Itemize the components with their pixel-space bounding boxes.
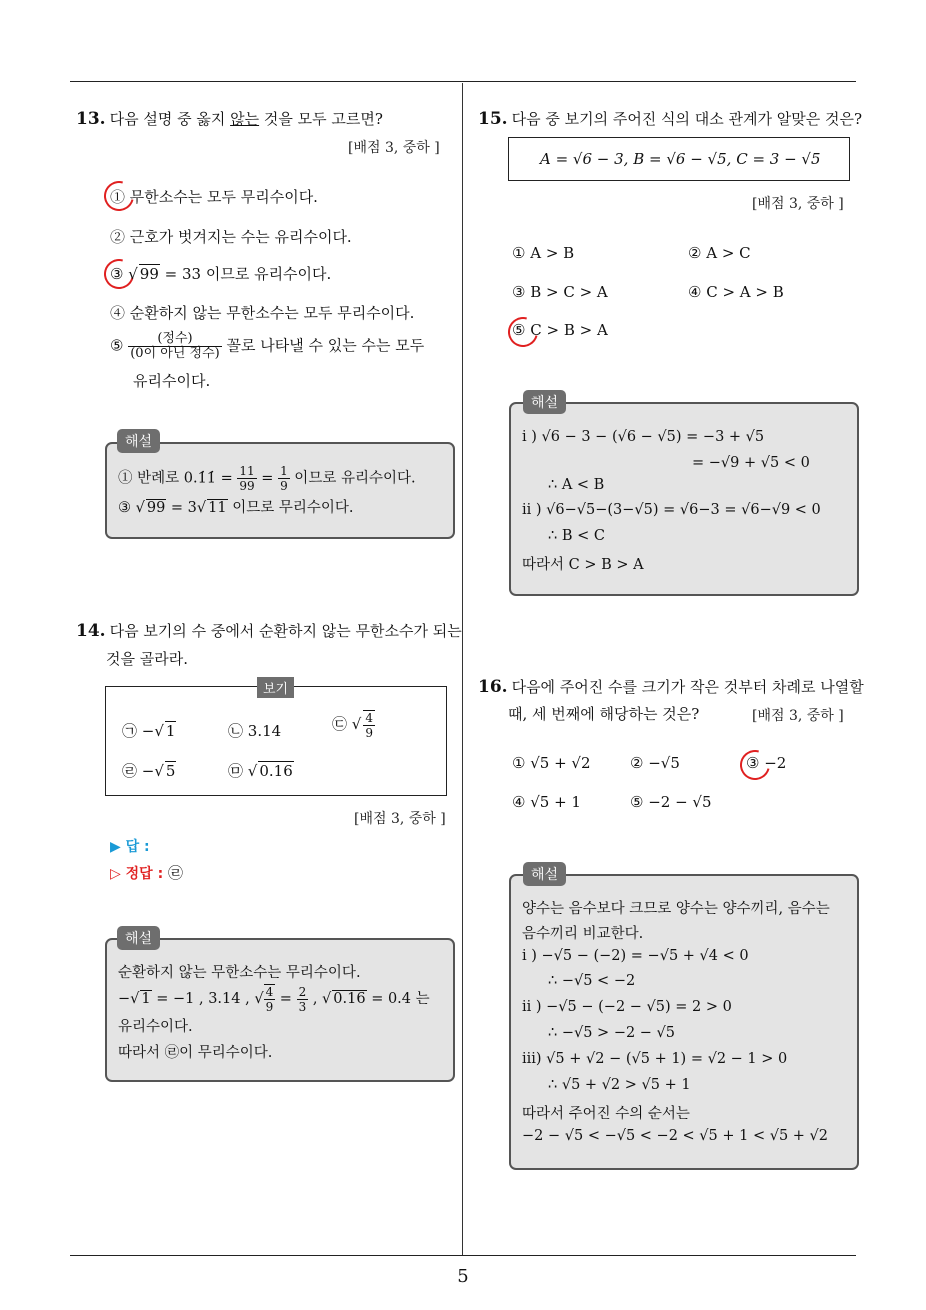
q15-option-4: ④ C > A > B [688, 283, 784, 301]
top-rule [70, 81, 856, 82]
q13-meta: [배점 3, 중하 ] [348, 140, 440, 156]
q16-solution-line-9: 따라서 주어진 수의 순서는 [522, 1106, 690, 1122]
q13-solution-tag: 해설 [117, 429, 160, 453]
q13-option-2: ② 근호가 벗겨지는 수는 유리수이다. [110, 228, 352, 246]
q15-solution-line-5: ∴ B < C [548, 528, 605, 544]
q15-solution-line-1: i ) √6 − 3 − (√6 − √5) = −3 + √5 [522, 429, 765, 445]
q16-option-2: ② −√5 [630, 754, 680, 772]
q14-prompt-line2: 것을 골라라. [106, 650, 188, 668]
q16-option-3: ③ −2 [746, 754, 787, 772]
q14-choice-4: ㉣ −√ 5 [122, 762, 176, 780]
q14-meta: [배점 3, 중하 ] [354, 811, 446, 827]
q16-meta: [배점 3, 중하 ] [752, 708, 844, 724]
q16-prompt: 16. 다음에 주어진 수를 크기가 작은 것부터 차례로 나열할 [478, 677, 864, 697]
q16-prompt-line2: 때, 세 번째에 해당하는 것은? [508, 705, 700, 723]
q16-solution-tag: 해설 [523, 862, 566, 886]
q15-solution-tag: 해설 [523, 390, 566, 414]
q16-solution-line-6: ∴ −√5 > −2 − √5 [548, 1025, 676, 1041]
page-number: 5 [457, 1266, 469, 1287]
q16-solution-line-7: iii) √5 + √2 − (√5 + 1) = √2 − 1 > 0 [522, 1051, 788, 1067]
q15-option-3: ③ B > C > A [512, 283, 608, 301]
q16-solution-line-2: 음수끼리 비교한다. [522, 926, 644, 942]
q13-option-3: ③ √ 99 = 33 이므로 유리수이다. [110, 265, 332, 283]
q15-number: 15. [478, 109, 508, 129]
q16-solution-line-4: ∴ −√5 < −2 [548, 973, 636, 989]
q14-solution-line-3: 유리수이다. [118, 1019, 193, 1035]
q15-solution-line-3: ∴ A < B [548, 477, 605, 493]
q13-prompt: 13. 다음 설명 중 옳지 않는 것을 모두 고르면? [76, 109, 383, 129]
q16-solution-line-5: ii ) −√5 − (−2 − √5) = 2 > 0 [522, 999, 732, 1015]
q15-option-1: ① A > B [512, 244, 575, 262]
q15-option-2: ② A > C [688, 244, 751, 262]
q16-solution-line-8: ∴ √5 + √2 > √5 + 1 [548, 1077, 691, 1093]
q13-underline: 않는 [230, 110, 260, 128]
q13-solution-line-1: ① 반례로 0.1̇1̇ = $\frac{11}{99}$ = $\frac{1}{9}$ 이므로 유리수이다. [118, 464, 416, 493]
q14-solution-line-2: −√ 1 = −1 , 3.14 , √ $\frac{4}{9}$ = $\frac{2}{3}$ , √ 0.16 = 0.4 는 [118, 984, 430, 1014]
q15-expression: A = √6 − 3, B = √6 − √5, C = 3 − √5 [540, 150, 821, 168]
q16-option-1: ① √5 + √2 [512, 754, 591, 772]
q13-number: 13. [76, 109, 106, 129]
q14-solution-line-1: 순환하지 않는 무한소수는 무리수이다. [118, 965, 361, 981]
q14-choice-2: ㉡ 3.14 [228, 722, 282, 740]
column-divider [462, 83, 463, 1255]
q13-option-5: ⑤ $\frac{\text{(정수)}}{\text{(0이 아닌 정수)}}$ 꼴로 나타낼 수 있는 수는 모두 [110, 331, 425, 361]
q15-solution-line-4: ii ) √6−√5−(3−√5) = √6−3 = √6−√9 < 0 [522, 502, 821, 518]
q13-solution-line-2: ③ √ 99 = 3√ 11 이므로 무리수이다. [118, 500, 354, 516]
q14-choice-1: ㉠ −√ 1 [122, 722, 176, 740]
q15-option-5: ⑤ C > B > A [512, 321, 608, 339]
q15-solution-line-2: = −√9 + √5 < 0 [692, 455, 810, 471]
q15-prompt: 15. 다음 중 보기의 주어진 식의 대소 관계가 알맞은 것은? [478, 109, 863, 129]
q15-meta: [배점 3, 중하 ] [752, 196, 844, 212]
q16-solution-box [509, 874, 859, 1170]
q16-option-4: ④ √5 + 1 [512, 793, 581, 811]
q14-box-tag: 보기 [257, 677, 294, 698]
q13-option-5-line2: 유리수이다. [133, 372, 211, 390]
q16-solution-line-10: −2 − √5 < −√5 < −2 < √5 + 1 < √5 + √2 [522, 1128, 829, 1144]
q16-number: 16. [478, 677, 508, 697]
q16-option-5: ⑤ −2 − √5 [630, 793, 712, 811]
q14-solution-tag: 해설 [117, 926, 160, 950]
q14-prompt: 14. 다음 보기의 수 중에서 순환하지 않는 무한소수가 되는 [76, 621, 462, 641]
q14-number: 14. [76, 621, 106, 641]
q14-correct-answer: ▷ 정답 : ㉣ [110, 864, 183, 882]
bottom-rule [70, 1255, 856, 1256]
q14-answer-label: ▶ 답 : [110, 839, 150, 855]
q14-choice-5: ㉤ √ 0.16 [228, 762, 293, 780]
q14-choice-3: ㉢ √ $\frac{4}{9}$ [332, 711, 373, 740]
q15-solution-line-6: 따라서 C > B > A [522, 557, 644, 573]
q13-option-1: ① 무한소수는 모두 무리수이다. [110, 188, 318, 206]
q16-solution-line-3: i ) −√5 − (−2) = −√5 + √4 < 0 [522, 948, 749, 964]
q16-solution-line-1: 양수는 음수보다 크므로 양수는 양수끼리, 음수는 [522, 901, 830, 917]
q14-solution-line-4: 따라서 ㉣이 무리수이다. [118, 1045, 273, 1061]
q13-option-4: ④ 순환하지 않는 무한소수는 모두 무리수이다. [110, 304, 415, 322]
